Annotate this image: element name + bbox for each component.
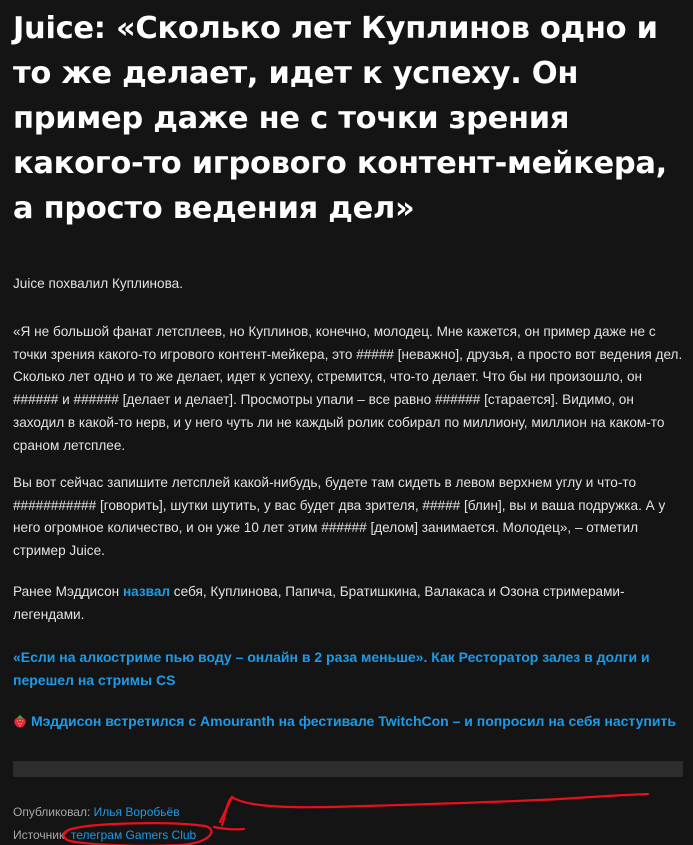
source-line	[13, 827, 196, 843]
strawberry-icon	[13, 714, 27, 728]
related-link-text: Мэддисон встретился с Amouranth на фестивале TwitchCon – и попросил на себя наступить	[31, 713, 676, 729]
earlier-text-after: себя, Куплинова, Папича, Братишкина, Валакаса и Озона стримерами-легендами.	[13, 584, 625, 622]
article-lead: Juice похвалил Куплинова.	[13, 276, 184, 291]
author-link[interactable]: Илья Воробьёв	[93, 805, 180, 819]
annotation-arrow-line	[222, 794, 648, 825]
divider-bar	[13, 761, 683, 777]
related-link-maddison[interactable]	[13, 710, 683, 733]
source-link[interactable]: телеграм Gamers Club	[70, 828, 197, 842]
annotation-arrow-head	[214, 797, 244, 829]
source-label: Источник:	[13, 828, 68, 842]
quote-paragraph-1: «Я не большой фанат летсплеев, но Куплинов, конечно, молодец. Мне кажется, он пример даже не с точки зрения какого-то игрового контент-мейкера, это ##### [неважно], друзья, а просто вот ведения дел. Сколько лет одно и то же делает, идет к успеху, стремится, что-то делает. Что бы ни произошло, он ###### и ###### [делает и делает]. Просмотры упали – все равно ###### [старается]. Видимо, он заходил в какой-то нерв, и у него чуть ли не каждый ролик собирал по миллиону, миллион на каком-то сраном летсплее.	[13, 324, 683, 453]
article	[13, 0, 683, 842]
earlier-text-before: Ранее Мэддисон	[13, 584, 123, 599]
named-link[interactable]: назвал	[122, 584, 171, 599]
published-label: Опубликовал:	[13, 805, 91, 819]
quote-paragraph-2: Вы вот сейчас запишите летсплей какой-нибудь, будете там сидеть в левом верхнем углу и что-то ########### [говорить], шутки шутить, у вас будет два зрителя, ##### [блин], вы и ваша подружка. А у него огромное количество, и он уже 10 лет этим ###### [делом] занимается. Молодец», – отметил стример Juice.	[13, 475, 666, 559]
earlier-paragraph	[13, 581, 683, 626]
related-link-restorator[interactable]: «Если на алкостриме пью воду – онлайн в 2 раза меньше». Как Ресторатор залез в долги и перешел на стримы CS	[13, 649, 650, 688]
article-title: Juice: «Сколько лет Куплинов одно и то же делает, идет к успеху. Он пример даже не с точки зрения какого-то игрового контент-мейкера, а просто ведения дел»	[13, 11, 667, 226]
published-by	[13, 804, 180, 820]
